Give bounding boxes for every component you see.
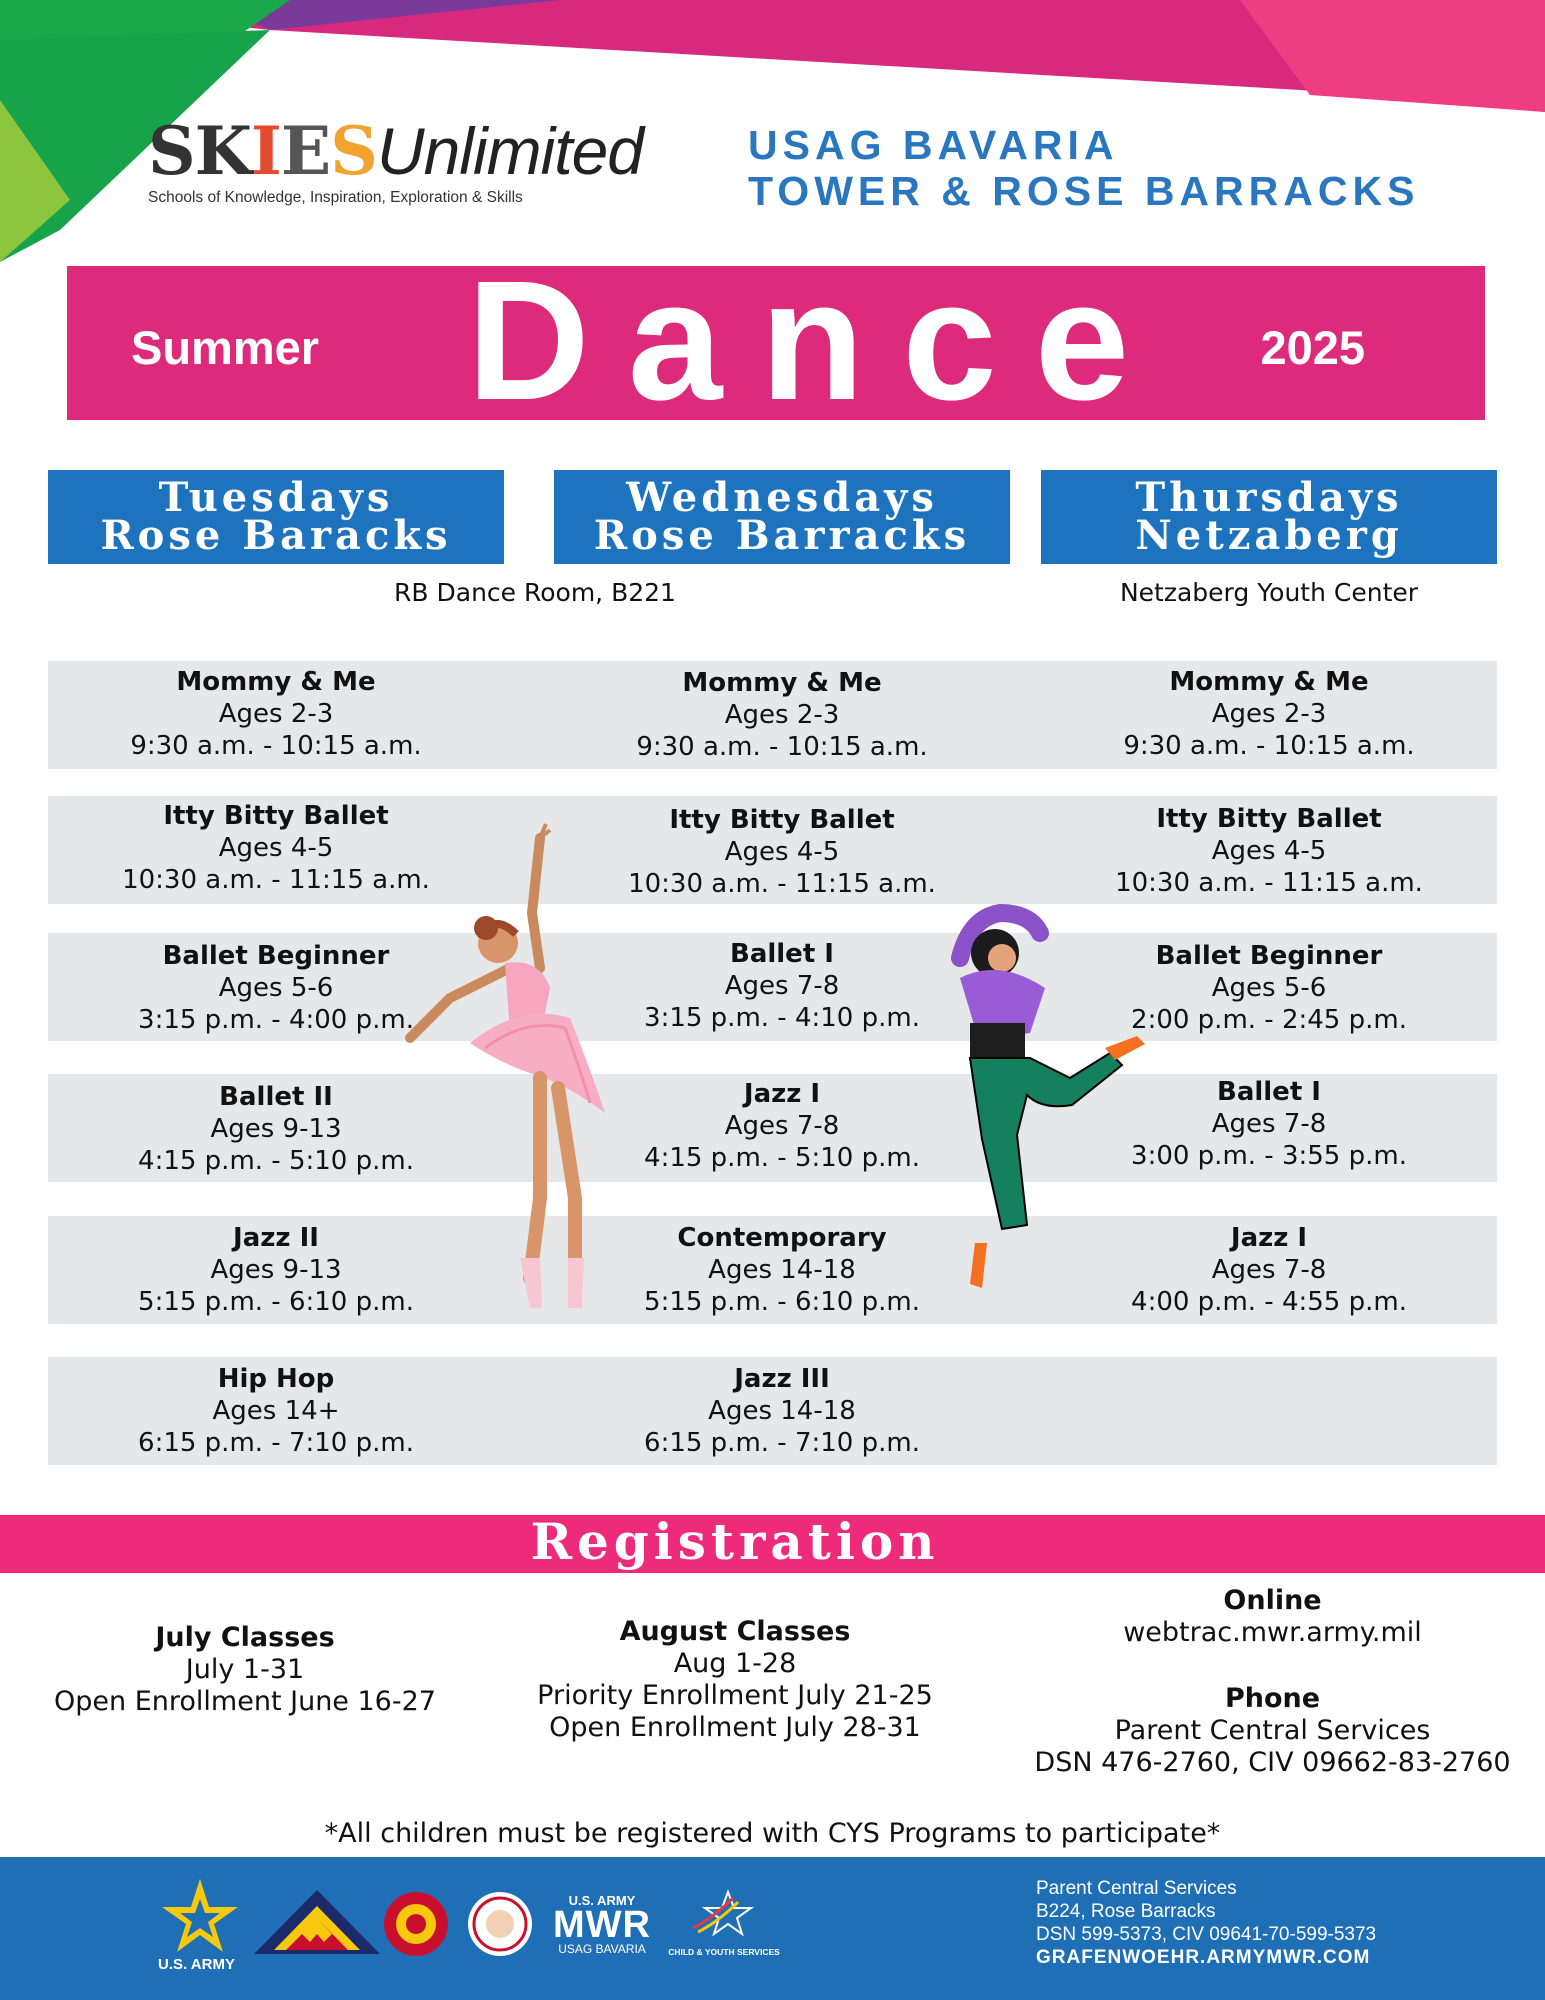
class-time: 5:15 p.m. - 6:10 p.m.: [644, 1287, 920, 1317]
class-name: Ballet I: [1217, 1077, 1321, 1107]
class-time: 10:30 a.m. - 11:15 a.m.: [628, 869, 936, 899]
class-name: Jazz I: [1230, 1223, 1308, 1253]
class-wednesday-5: [554, 1222, 1010, 1318]
class-time: 9:30 a.m. - 10:15 a.m.: [636, 732, 928, 762]
day-name: Wednesdays: [626, 474, 938, 521]
footer-contact-line3: DSN 599-5373, CIV 09641-70-599-5373: [1036, 1924, 1377, 1945]
day-header-thursday: [1041, 470, 1497, 564]
garrison-line2: TOWER & ROSE BARRACKS: [748, 168, 1420, 214]
seventh-army-patch-icon: [252, 1888, 382, 1958]
registration-phone: [1020, 1683, 1525, 1779]
registration-july: [40, 1622, 450, 1718]
class-name: Hip Hop: [217, 1364, 335, 1394]
class-ages: Ages 14-18: [708, 1396, 856, 1426]
army-label: U.S. ARMY: [158, 1956, 235, 1973]
class-thursday-5: [1041, 1222, 1497, 1318]
class-ages: Ages 14-18: [708, 1255, 856, 1285]
cys-label: CHILD & YOUTH SERVICES: [668, 1947, 780, 1957]
online-url[interactable]: webtrac.mwr.army.mil: [1123, 1617, 1422, 1648]
class-ages: Ages 14+: [212, 1396, 340, 1426]
registration-august: [520, 1616, 950, 1744]
class-time: 6:15 p.m. - 7:10 p.m.: [138, 1428, 414, 1458]
class-name: Itty Bitty Ballet: [163, 801, 389, 831]
footer-contact: [1036, 1877, 1376, 1969]
day-name: Tuesdays: [158, 474, 394, 521]
class-time: 3:15 p.m. - 4:10 p.m.: [644, 1003, 920, 1033]
class-thursday-3: [1041, 940, 1497, 1036]
location-netzaberg: Netzaberg Youth Center: [1119, 578, 1419, 607]
mwr-top: U.S. ARMY: [568, 1893, 636, 1908]
class-ages: Ages 5-6: [1211, 973, 1327, 1003]
day-location: Rose Baracks: [100, 512, 452, 559]
class-name: Jazz II: [233, 1223, 319, 1253]
class-time: 4:15 p.m. - 5:10 p.m.: [138, 1146, 414, 1176]
skies-unlimited-logo: SKIESUnlimited: [148, 112, 643, 190]
garrison-title: [748, 122, 1419, 214]
day-location: Netzaberg: [1135, 512, 1403, 559]
class-name: Mommy & Me: [176, 667, 376, 697]
class-ages: Ages 5-6: [218, 973, 334, 1003]
class-ages: Ages 2-3: [724, 700, 840, 730]
registration-title: Registration: [530, 1512, 940, 1571]
footer-contact-line1: Parent Central Services: [1036, 1878, 1237, 1899]
class-time: 3:15 p.m. - 4:00 p.m.: [138, 1005, 414, 1035]
class-thursday-2: [1041, 803, 1497, 899]
footer-contact-line2: B224, Rose Barracks: [1036, 1901, 1216, 1922]
class-thursday-4: [1041, 1076, 1497, 1172]
class-tuesday-1: [48, 666, 504, 762]
class-name: Mommy & Me: [1169, 667, 1369, 697]
class-time: 10:30 a.m. - 11:15 a.m.: [1115, 868, 1423, 898]
logo-tagline: Schools of Knowledge, Inspiration, Exploration & Skills: [148, 189, 523, 206]
august-open-enrollment: Open Enrollment July 28-31: [549, 1712, 921, 1743]
location-rose-barracks: RB Dance Room, B221: [394, 578, 676, 607]
phone-heading: Phone: [1224, 1683, 1321, 1714]
class-tuesday-2: [48, 800, 504, 896]
phone-office: Parent Central Services: [1114, 1715, 1431, 1746]
class-time: 4:15 p.m. - 5:10 p.m.: [644, 1143, 920, 1173]
mwr-sub: USAG BAVARIA: [558, 1942, 646, 1956]
registration-online: [1020, 1585, 1525, 1649]
class-name: Itty Bitty Ballet: [669, 805, 895, 835]
online-heading: Online: [1223, 1585, 1322, 1616]
class-ages: Ages 4-5: [218, 833, 334, 863]
class-wednesday-2: [554, 804, 1010, 900]
day-name: Thursdays: [1135, 474, 1403, 521]
class-name: Jazz I: [743, 1079, 821, 1109]
banner-year: 2025: [1260, 321, 1365, 374]
july-heading: July Classes: [155, 1622, 335, 1653]
class-time: 3:00 p.m. - 3:55 p.m.: [1131, 1141, 1407, 1171]
class-name: Jazz III: [734, 1364, 830, 1394]
class-name: Mommy & Me: [682, 668, 882, 698]
class-ages: Ages 4-5: [1211, 836, 1327, 866]
class-time: 9:30 a.m. - 10:15 a.m.: [130, 731, 422, 761]
class-name: Ballet Beginner: [1155, 941, 1383, 971]
class-ages: Ages 7-8: [724, 1111, 840, 1141]
class-time: 4:00 p.m. - 4:55 p.m.: [1131, 1287, 1407, 1317]
class-ages: Ages 7-8: [1211, 1109, 1327, 1139]
class-ages: Ages 7-8: [724, 971, 840, 1001]
class-tuesday-3: [48, 940, 504, 1036]
class-name: Ballet I: [730, 939, 834, 969]
garrison-seal-icon: [466, 1890, 534, 1958]
class-tuesday-5: [48, 1222, 504, 1318]
class-tuesday-6: [48, 1363, 504, 1459]
mwr-main: MWR: [553, 1904, 651, 1946]
logo-unlimited: Unlimited: [376, 114, 643, 188]
class-time: 9:30 a.m. - 10:15 a.m.: [1123, 731, 1415, 761]
class-time: 6:15 p.m. - 7:10 p.m.: [644, 1428, 920, 1458]
banner-season: Summer: [131, 321, 320, 374]
title-banner: [67, 246, 1485, 436]
class-wednesday-3: [554, 938, 1010, 1034]
july-open-enrollment: Open Enrollment June 16-27: [54, 1686, 436, 1717]
day-header-wednesday: [554, 470, 1010, 564]
class-time: 2:00 p.m. - 2:45 p.m.: [1131, 1005, 1407, 1035]
banner-title: Dance: [467, 246, 1168, 436]
july-dates: July 1-31: [185, 1654, 305, 1685]
class-time: 10:30 a.m. - 11:15 a.m.: [122, 865, 430, 895]
class-name: Ballet II: [219, 1082, 333, 1112]
class-wednesday-4: [554, 1078, 1010, 1174]
footer-website[interactable]: GRAFENWOEHR.ARMYMWR.COM: [1036, 1947, 1371, 1968]
class-tuesday-4: [48, 1081, 504, 1177]
class-ages: Ages 2-3: [1211, 699, 1327, 729]
class-time: 5:15 p.m. - 6:10 p.m.: [138, 1287, 414, 1317]
class-ages: Ages 2-3: [218, 699, 334, 729]
august-dates: Aug 1-28: [673, 1648, 797, 1679]
class-thursday-1: [1041, 666, 1497, 762]
august-heading: August Classes: [619, 1616, 851, 1647]
day-location: Rose Barracks: [593, 512, 971, 559]
garrison-line1: USAG BAVARIA: [748, 122, 1119, 168]
class-ages: Ages 9-13: [210, 1255, 342, 1285]
class-name: Itty Bitty Ballet: [1156, 804, 1382, 834]
unit-crest-icon: [382, 1888, 450, 1960]
class-ages: Ages 4-5: [724, 837, 840, 867]
august-priority-enrollment: Priority Enrollment July 21-25: [537, 1680, 933, 1711]
phone-numbers: DSN 476-2760, CIV 09662-83-2760: [1034, 1747, 1511, 1778]
mwr-logo: [542, 1893, 662, 1956]
class-ages: Ages 7-8: [1211, 1255, 1327, 1285]
class-name: Ballet Beginner: [162, 941, 390, 971]
class-wednesday-6: [554, 1363, 1010, 1459]
registration-note: *All children must be registered with CYS Programs to participate*: [324, 1818, 1221, 1849]
class-name: Contemporary: [677, 1223, 887, 1253]
child-youth-services-star-icon: [688, 1888, 758, 1938]
day-header-tuesday: [48, 470, 504, 564]
class-ages: Ages 9-13: [210, 1114, 342, 1144]
class-wednesday-1: [554, 667, 1010, 763]
